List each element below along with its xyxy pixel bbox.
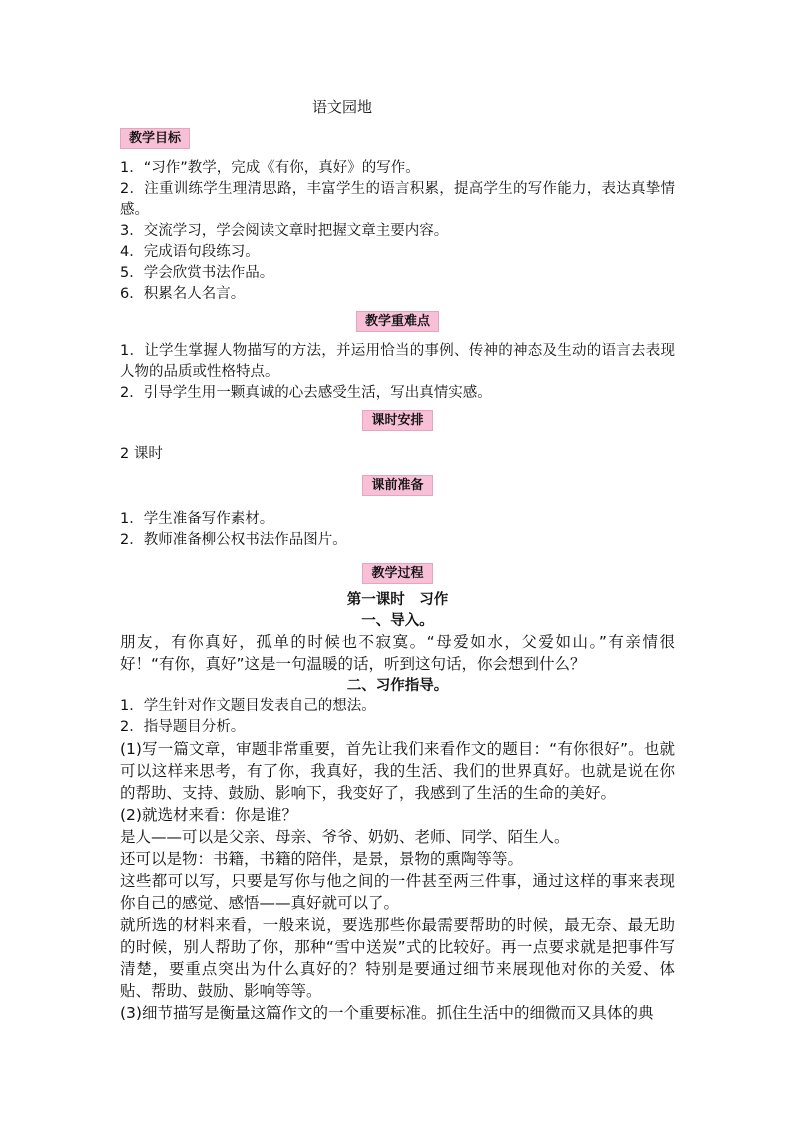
step1-title: 一、导入。 (361, 612, 434, 629)
schedule-text: 2 课时 (120, 446, 163, 462)
section-tag-schedule: 课时安排 (362, 410, 432, 431)
section-tag-preparation: 课前准备 (362, 475, 432, 496)
key-points-tag-row (120, 305, 675, 337)
document-title: 语文园地 (312, 98, 373, 116)
paragraph: 还可以是物：书籍，书籍的陪伴，是景，景物的熏陶等等。 (120, 850, 524, 868)
list-item: 1．让学生掌握人物描写的方法，并运用恰当的事例、传神的神态及生动的语言去表现人物的品质或性格特点。 (120, 343, 675, 380)
lesson-title: 第一课时 习作 (346, 591, 449, 608)
list-item: 1．学生准备写作素材。 (120, 511, 275, 527)
schedule-tag-row (120, 404, 675, 436)
paragraph: 是人——可以是父亲、母亲、爷爷、奶奶、老师、同学、陌生人。 (120, 828, 570, 846)
section-tag-process: 教学过程 (362, 563, 432, 584)
step2-title: 二、习作指导。 (346, 677, 449, 694)
section-tag-goals: 教学目标 (120, 128, 190, 149)
paragraph: (3)细节描写是衡量这篇作文的一个重要标准。抓住生活中的细微而又具体的典 (120, 1004, 654, 1022)
section-tag-key-points: 教学重难点 (356, 311, 439, 332)
paragraph: 朋友，有你真好，孤单的时候也不寂寞。“母爱如水，父爱如山。”有亲情很好！“有你，真好”这是一句温暖的话，听到这句话，你会想到什么？ (120, 633, 675, 673)
list-item: 4．完成语句段练习。 (120, 244, 260, 260)
list-item: 2．教师准备柳公权书法作品图片。 (120, 532, 347, 548)
paragraph: 就所选的材料来看，一般来说，要选那些你最需要帮助的时候，最无奈、最无助的时候，别人帮助了你，那种“雪中送炭”式的比较好。再一点要求就是把事件写清楚，要重点突出为什么真好的？特别是要通过细节来展现他对你的关爱、体贴、帮助、鼓励、影响等等。 (120, 916, 675, 1000)
document-content (120, 92, 675, 1024)
list-item: 5．学会欣赏书法作品。 (120, 265, 275, 281)
paragraph: (1)写一篇文章，审题非常重要，首先让我们来看作文的题目：“有你很好”。也就可以这样来思考，有了你，我真好，我的生活、我们的世界真好。也就是说在你的帮助、支持、鼓励、影响下，我变好了，我感到了生活的生命的美好。 (120, 740, 675, 802)
goals-tag-row (120, 122, 675, 154)
list-item: 2．引导学生用一颗真诚的心去感受生活，写出真情实感。 (120, 385, 492, 401)
preparation-list (120, 509, 675, 551)
list-item: 1．学生针对作文题目发表自己的想法。 (120, 698, 376, 714)
paragraph: (2)就选材来看：你是谁？ (120, 806, 297, 824)
list-item: 2．指导题目分析。 (120, 719, 246, 735)
paragraph: 这些都可以写，只要是写你与他之间的一件甚至两三件事，通过这样的事来表现你自己的感觉、感悟——真好就可以了。 (120, 872, 675, 912)
list-item: 3．交流学习，学会阅读文章时把握文章主要内容。 (120, 223, 449, 239)
list-item: 2．注重训练学生理清思路，丰富学生的语言积累，提高学生的写作能力，表达真挚情感。 (120, 181, 675, 218)
goals-list (120, 158, 675, 305)
list-item: 1．“习作”教学，完成《有你，真好》的写作。 (120, 160, 420, 176)
process-tag-row (120, 557, 675, 589)
key-points-list (120, 341, 675, 404)
preparation-tag-row (120, 469, 675, 501)
list-item: 6．积累名人名言。 (120, 286, 246, 302)
